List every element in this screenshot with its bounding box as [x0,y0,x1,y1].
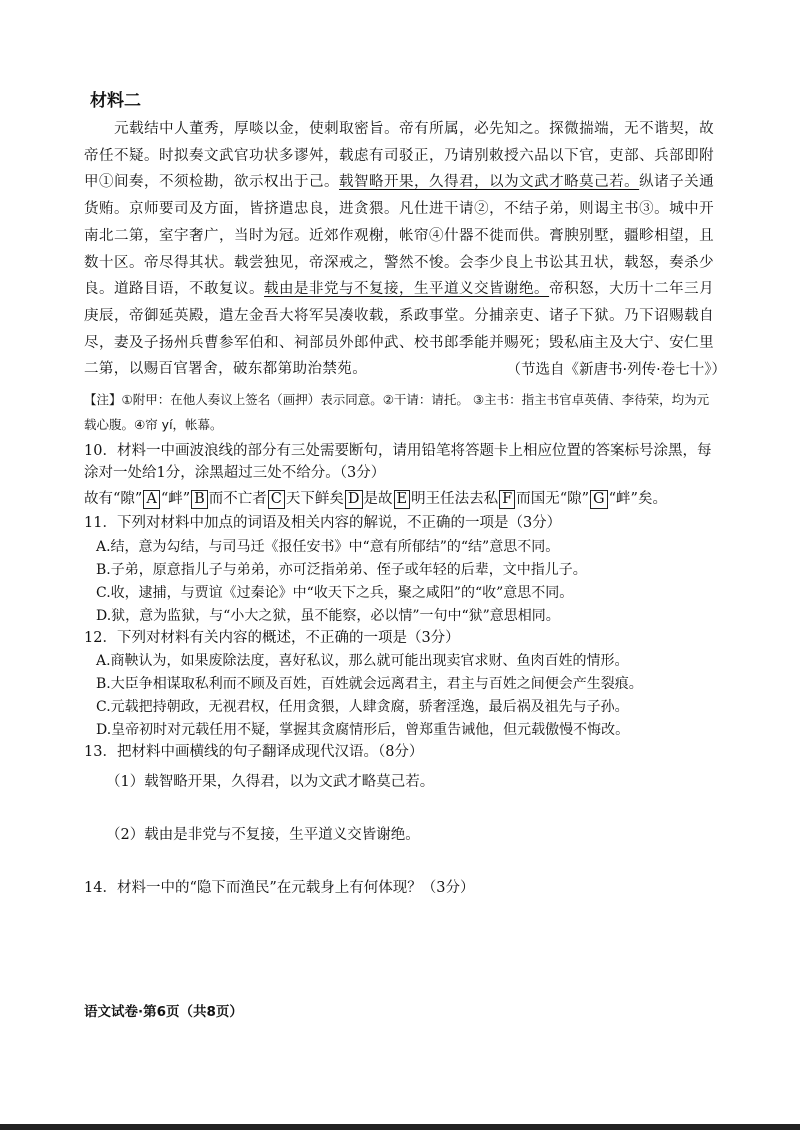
question-10-options [84,488,724,510]
classical-passage [84,116,714,383]
q12-option-c: C.元载把持朝政，无视君权，任用贪猥，人肆贪腐，骄奢淫逸，最后祸及祖先与子孙。 [96,699,629,715]
q10-segment: 而不亡者 [208,491,267,507]
footnotes: 【注】①附甲：在他人奏议上签名（画押）表示同意。②干请：请托。 ③主书：指主书官卓英倩、李待荣，均为元载心腹。④帘 yí，帐幕。 [84,392,710,432]
mark-e: E [394,490,411,509]
passage-part-2: 纵诸子关通货贿。京师要司及方面，皆挤遣忠良，进贪猥。凡仕进干请②，不结子弟，则谒主书③。城中开南北二第，室宇奢广，当时为冠。近郊作观榭，帐帘④什器不徙而供。膏腴别墅，疆畛相望，且数十区。帝尽得其状。载尝独见，帝深戒之，警然不悛。会李少良上书讼其丑状，载怒，奏杀少良。道路目语，不敢复议。 [84,174,715,298]
page-footer: 语文试卷·第6页（共8页） [84,1004,243,1020]
mark-c: C [268,490,285,509]
q11-option-d: D.狱，意为监狱，与“小大之狱，虽不能察，必以情”一句中“狱”意思相同。 [96,608,560,624]
q10-segment: 是故 [363,491,393,507]
mark-g: G [590,490,608,509]
question-10-stem: 10．材料一中画波浪线的部分有三处需要断句，请用铅笔将答题卡上相应位置的答案标号涂黑，每涂对一处给1分，涂黑超过三处不给分。（3分） [84,443,712,481]
mark-b: B [191,490,208,509]
q12-option-b: B.大臣争相谋取私利而不顾及百姓，百姓就会远离君主，君主与百姓之间便会产生裂痕。 [96,676,643,692]
q11-option-b: B.子弟，原意指儿子与弟弟，亦可泛指弟弟、侄子或年轻的后辈，文中指儿子。 [96,562,587,578]
q11-option-a: A.结，意为勾结，与司马迁《报任安书》中“意有所郁结”的“结”意思不同。 [96,539,560,555]
q10-segment: 故有“隙” [84,491,143,507]
passage-part-3: 帝积怒，大历十二年三月庚辰，帝御延英殿，遣左金吾大将军吴凑收载，系政事堂。分捕亲吏、诸子下狱。乃下诏赐载自尽，妻及子扬州兵曹参军伯和、祠部员外郎仲武、校书郎季能并赐死；毁私庙主及大宁、安仁里二第，以赐百官署舍，破东都第助治禁苑。 [84,281,714,378]
question-11-stem: 11．下列对材料中加点的词语及相关内容的解说，不正确的一项是（3分） [84,515,562,531]
q10-segment: “衅” [160,491,191,507]
underlined-sentence-1: 载智略开果，久得君，以为文武才略莫己若。 [339,174,640,191]
question-14-stem: 14．材料一中的“隐下而渔民”在元载身上有何体现？（3分） [84,880,475,896]
material-heading: 材料二 [90,91,141,111]
source-citation: （节选自《新唐书·列传·卷七十》） [506,362,726,378]
mark-a: A [143,490,159,509]
passage-part-1: 元载结中人董秀，厚啖以金，使刺取密旨。帝有所属，必先知之。探微揣端，无不谐契，故帝任不疑。时拟奏文武官功状多谬舛，载虑有司驳正，乃请别敕授六品以下官，吏部、兵部即附甲①间奏，不须检勘，欲示权出于己。 [84,121,714,191]
q13-sentence-1: （1）载智略开果，久得君，以为文武才略莫己若。 [106,774,435,790]
q11-option-c: C.收，逮捕，与贾谊《过秦论》中“收天下之兵，聚之咸阳”的“收”意思不同。 [96,585,574,601]
q12-option-d: D.皇帝初时对元载任用不疑，掌握其贪腐情形后，曾郑重告诫他，但元载傲慢不悔改。 [96,722,630,738]
q10-segment: 天下鲜矣 [285,491,344,507]
bottom-divider [0,1124,800,1130]
mark-f: F [499,490,515,509]
underlined-sentence-2: 载由是非党与不复接，生平道义交皆谢绝。 [264,281,550,298]
question-13-stem: 13．把材料中画横线的句子翻译成现代汉语。（8分） [84,744,424,760]
q10-segment: “衅”矣。 [608,491,667,507]
q10-segment: 而国无“隙” [516,491,590,507]
q12-option-a: A.商鞅认为，如果废除法度，喜好私议，那么就可能出现卖官求财、鱼肉百姓的情形。 [96,653,629,669]
mark-d: D [345,490,363,509]
question-12-stem: 12．下列对材料有关内容的概述，不正确的一项是（3分） [84,630,460,646]
q13-sentence-2: （2）载由是非党与不复接，生平道义交皆谢绝。 [106,827,420,843]
q10-segment: 明王任法去私 [411,491,499,507]
